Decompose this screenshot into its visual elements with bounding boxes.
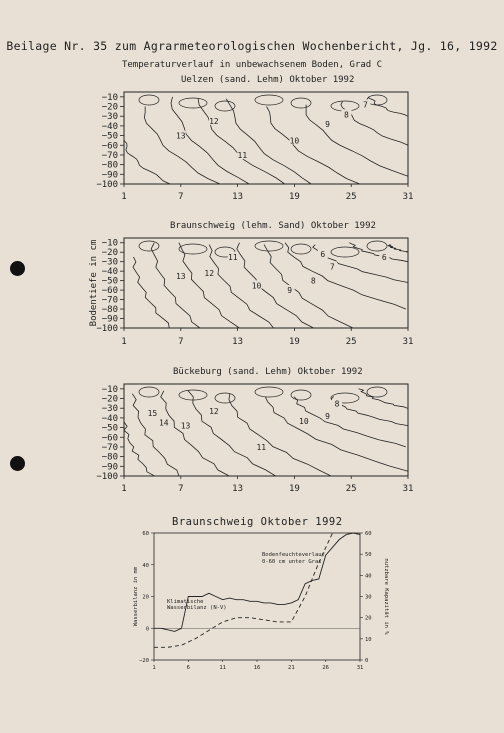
y-tick-label: −100 xyxy=(96,472,118,482)
y-tick-label: −90 xyxy=(101,462,118,473)
y-tick-label: −20 xyxy=(101,248,118,259)
y-tick-label: −20 xyxy=(101,394,118,405)
annotation-tiefe: 0-60 cm unter Gras xyxy=(262,559,322,565)
y-tick-label: −40 xyxy=(101,121,118,132)
y-tick-label: −50 xyxy=(101,276,118,287)
contour-loop xyxy=(215,393,235,403)
contour-label: 12 xyxy=(204,269,215,279)
contour-label: 11 xyxy=(228,252,238,262)
contour-loop xyxy=(139,387,159,397)
x-tick-label: 7 xyxy=(178,337,184,347)
contour-label: 15 xyxy=(147,409,158,419)
contour-panel-1 xyxy=(96,92,413,202)
page-subtitle: Temperaturverlauf in unbewachsenem Boden, Grad C xyxy=(121,60,383,70)
annotation-wasserbilanz: Wasserbilanz (N-V) xyxy=(167,605,227,611)
x-tick-label: 16 xyxy=(253,665,261,671)
y-tick-label: −10 xyxy=(101,92,118,103)
y-tick-label: −10 xyxy=(101,238,118,249)
x-tick-label: 1 xyxy=(121,337,127,347)
y-tick-label: 20 xyxy=(142,594,149,601)
contour-line xyxy=(368,97,407,116)
y-tick-label: −20 xyxy=(139,658,149,664)
x-tick-label: 1 xyxy=(121,484,127,494)
y-tick-label: −80 xyxy=(101,305,118,316)
contour-line xyxy=(341,102,408,146)
x-tick-label: 7 xyxy=(178,192,184,202)
contour-label: 8 xyxy=(344,110,349,120)
contour-loop xyxy=(367,241,387,251)
contour-label: 10 xyxy=(299,416,309,426)
y-tick-label: −100 xyxy=(96,324,118,334)
series-wasserbilanz-line xyxy=(154,533,360,631)
contour-line xyxy=(133,257,169,328)
y-tick-label: −20 xyxy=(101,102,118,113)
chart-title-bueckeburg: Bückeburg (sand. Lehm) Oktober 1992 xyxy=(173,367,363,377)
x-tick-label: 13 xyxy=(232,337,244,347)
y2-tick-label: 50 xyxy=(365,552,372,559)
contour-line xyxy=(198,99,285,184)
contour-label: 9 xyxy=(287,286,293,296)
y2-tick-label: 0 xyxy=(365,658,369,664)
y-tick-label: −100 xyxy=(96,180,118,190)
y-tick-label: 60 xyxy=(142,531,149,537)
contour-label: 10 xyxy=(251,281,262,291)
contour-loop xyxy=(291,390,311,400)
y-tick-label: −40 xyxy=(101,413,118,424)
y-tick-label: −70 xyxy=(101,295,118,306)
contour-label: 6 xyxy=(381,252,387,262)
contour-line xyxy=(132,394,179,476)
y-axis-label: Bodentiefe in cm xyxy=(89,239,99,327)
y2-tick-label: 20 xyxy=(365,615,372,622)
x-tick-label: 19 xyxy=(288,192,300,202)
series-bodenfeuchte-line xyxy=(154,533,333,647)
x-tick-label: 31 xyxy=(402,484,414,494)
contour-label: 13 xyxy=(175,271,186,281)
plot-frame xyxy=(154,533,360,660)
y-tick-label: −30 xyxy=(101,112,118,123)
y2-tick-label: 30 xyxy=(365,594,372,601)
chart-title-wasserbilanz: Braunschweig Oktober 1992 xyxy=(172,516,343,528)
x-tick-label: 21 xyxy=(288,665,295,671)
y-tick-label: 40 xyxy=(142,562,149,569)
y-tick-label: −90 xyxy=(101,314,118,325)
y-tick-label: −50 xyxy=(101,423,118,434)
contour-loop xyxy=(179,98,207,108)
contour-label: 11 xyxy=(256,442,267,452)
y-tick-label: −80 xyxy=(101,452,118,463)
x-tick-label: 13 xyxy=(232,192,244,202)
contour-line xyxy=(388,245,408,253)
contour-line xyxy=(237,243,314,328)
contour-label: 9 xyxy=(325,119,330,129)
contour-loop xyxy=(291,244,311,254)
y2-tick-label: 10 xyxy=(365,636,372,643)
contour-line xyxy=(306,105,408,177)
x-tick-label: 19 xyxy=(288,337,300,347)
contour-line xyxy=(158,391,230,476)
contour-line xyxy=(331,397,408,426)
page-title: Beilage Nr. 35 zum Agrarmeteorologischen Wochenbericht, Jg. 16, 1992 xyxy=(6,39,498,53)
x-tick-label: 1 xyxy=(152,665,156,671)
contour-label: 7 xyxy=(329,262,335,272)
contour-label: 10 xyxy=(289,136,300,146)
y-tick-label: −30 xyxy=(101,404,118,415)
x-tick-label: 26 xyxy=(322,665,329,671)
annotation-bodenfeuchte: Bodenfeuchteverlauf xyxy=(262,552,325,558)
x-tick-label: 7 xyxy=(178,484,184,494)
contour-panel-2 xyxy=(89,238,413,347)
contour-line xyxy=(209,245,273,328)
x-tick-label: 6 xyxy=(186,665,190,671)
y-tick-label: −40 xyxy=(101,267,118,278)
y-tick-label: −90 xyxy=(101,170,118,181)
contour-loop xyxy=(367,387,387,397)
contour-label: 13 xyxy=(175,131,186,141)
y-tick-label: −60 xyxy=(101,141,118,152)
contour-loop xyxy=(215,101,235,111)
x-tick-label: 25 xyxy=(345,337,357,347)
x-tick-label: 19 xyxy=(288,484,300,494)
y-tick-label: −50 xyxy=(101,131,118,142)
y-tick-label: −70 xyxy=(101,442,118,453)
y-tick-label: 0 xyxy=(145,626,149,633)
contour-line xyxy=(294,397,406,447)
contour-label: 12 xyxy=(209,407,219,417)
y-tick-label: −10 xyxy=(101,384,118,395)
y-tick-label: −60 xyxy=(101,433,118,444)
contour-line xyxy=(124,140,170,184)
x-tick-label: 1 xyxy=(121,192,127,202)
contour-loop xyxy=(331,247,359,257)
contour-loop xyxy=(139,241,159,251)
y-tick-label: −80 xyxy=(101,160,118,171)
contour-line xyxy=(229,394,331,476)
contour-panel-3 xyxy=(96,384,413,494)
annotation-klimatische: Klimatische xyxy=(167,599,204,605)
contour-loop xyxy=(291,98,311,108)
contour-label: 9 xyxy=(325,411,330,421)
contour-label: 7 xyxy=(362,100,368,110)
contour-label: 8 xyxy=(310,276,316,286)
y-tick-label: −30 xyxy=(101,257,118,268)
y-tick-label: −70 xyxy=(101,150,118,161)
chart-title-braunschweig: Braunschweig (lehm. Sand) Oktober 1992 xyxy=(170,221,376,231)
contour-label: 6 xyxy=(320,250,326,260)
chart-title-uelzen: Uelzen (sand. Lehm) Oktober 1992 xyxy=(181,75,355,85)
contour-label: 11 xyxy=(237,150,248,160)
contour-loop xyxy=(139,95,159,105)
contour-line xyxy=(359,389,408,408)
contour-label: 14 xyxy=(158,418,169,428)
wasserbilanz-chart xyxy=(133,531,389,671)
y2-tick-label: 60 xyxy=(365,531,372,537)
contour-loop xyxy=(255,95,283,105)
contour-loop xyxy=(255,387,283,397)
contour-line xyxy=(349,243,408,262)
x-tick-label: 11 xyxy=(219,665,226,671)
contour-loop xyxy=(255,241,283,251)
contour-label: 8 xyxy=(334,399,340,409)
y2-axis-label: nutzbare Kapazität in % xyxy=(383,558,389,635)
contour-line xyxy=(124,418,155,476)
x-tick-label: 13 xyxy=(232,484,244,494)
y-tick-label: −60 xyxy=(101,286,118,297)
contour-line xyxy=(188,391,276,476)
contour-loop xyxy=(179,244,207,254)
x-tick-label: 31 xyxy=(356,665,364,671)
contour-label: 12 xyxy=(209,117,219,127)
contour-label: 13 xyxy=(180,421,191,431)
x-tick-label: 31 xyxy=(402,192,414,202)
x-tick-label: 25 xyxy=(345,192,357,202)
x-tick-label: 31 xyxy=(402,337,414,347)
y2-tick-label: 40 xyxy=(365,573,372,580)
contour-line xyxy=(264,245,353,328)
y-axis-label: Wasserbilanz in mm xyxy=(133,566,139,627)
x-tick-label: 25 xyxy=(345,484,357,494)
